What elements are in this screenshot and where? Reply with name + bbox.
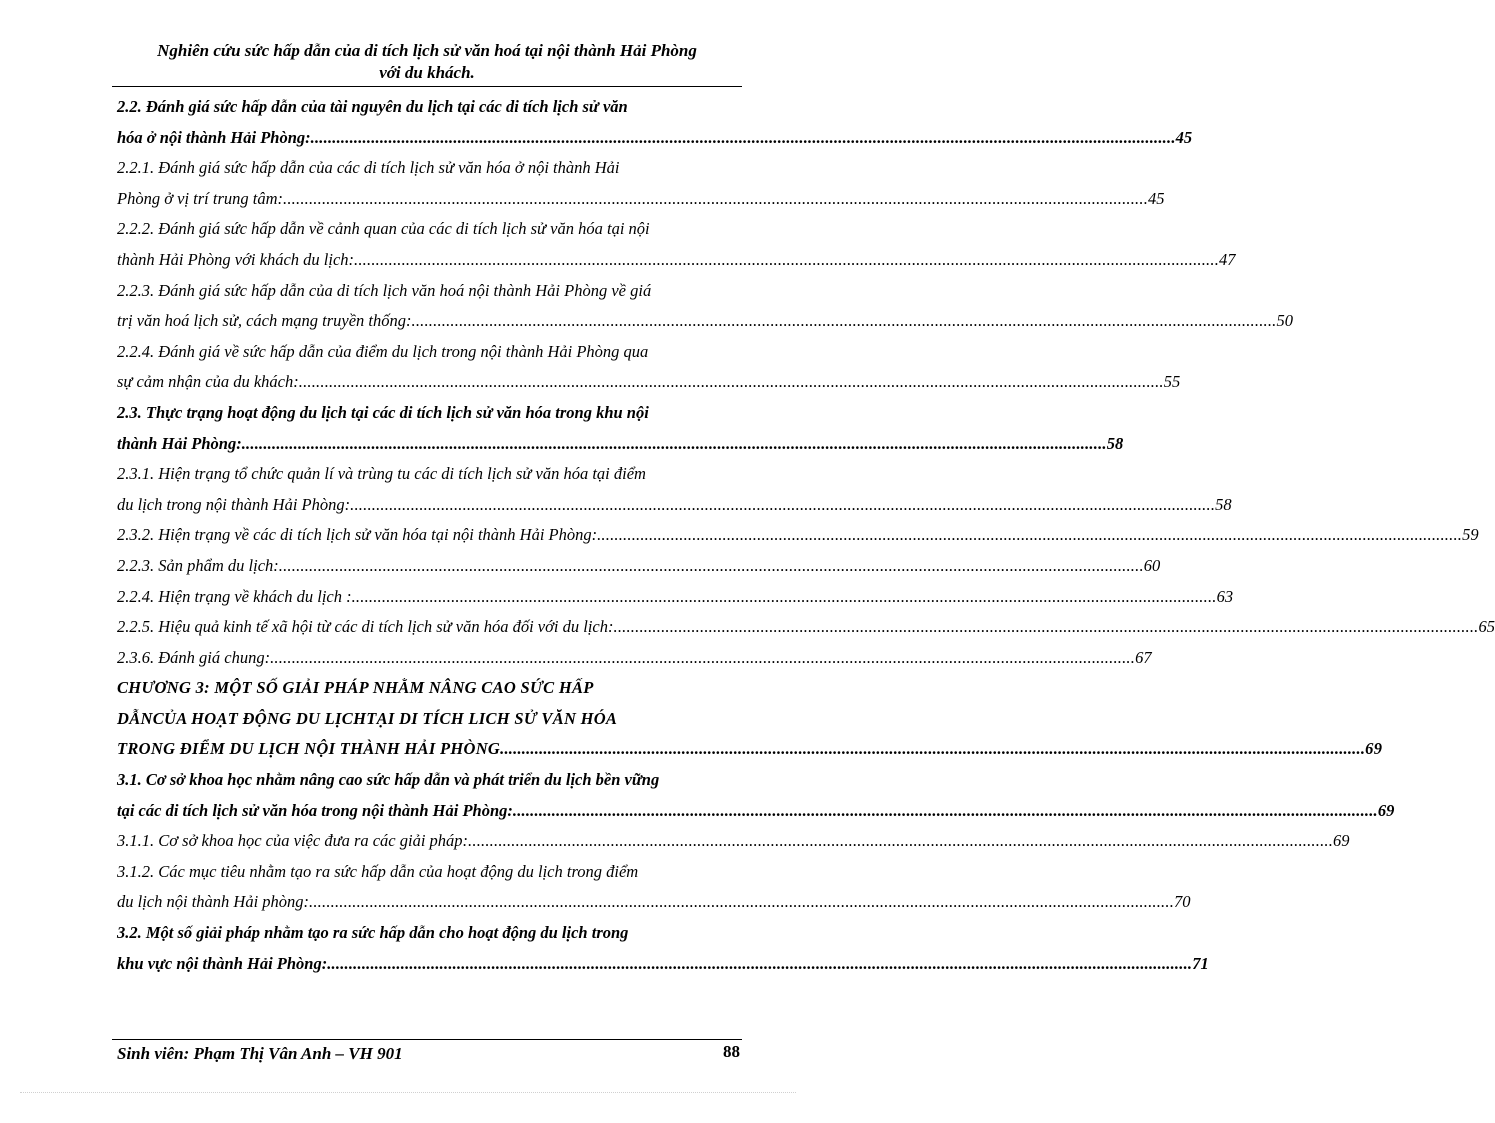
toc-dot-leader: ........................................................................................................................................................................................................ [310,127,1176,147]
toc-entry-last-line [117,826,1350,857]
footer-author: Sinh viên: Phạm Thị Vân Anh – VH 901 [117,1044,403,1063]
toc-entry-title: 2.3.2. Hiện trạng về các di tích lịch sử văn hóa tại nội thành Hải Phòng: [117,525,598,545]
toc-page-number: 50 [1276,311,1293,331]
toc-entry [117,918,1209,979]
toc-entry-last-line [117,643,1152,674]
toc-entry-line: DẪNCỦA HOẠT ĐỘNG DU LỊCHTẠI DI TÍCH LICH SỬ VĂN HÓA [117,708,618,728]
toc-entry-title: tại các di tích lịch sử văn hóa trong nội thành Hải Phòng: [117,800,513,820]
toc-page-number: 45 [1148,188,1165,208]
toc-dot-leader: ........................................................................................................................................................................................................ [327,953,1193,973]
toc-page-number: 59 [1462,525,1479,545]
toc-entry-last-line [117,123,1193,154]
toc-page-number: 67 [1135,647,1152,667]
toc-dot-leader: ........................................................................................................................................................................................................ [283,188,1149,208]
header-line-1: Nghiên cứu sức hấp dẫn của di tích lịch sử văn hoá tại nội thành Hải Phòng [157,41,697,60]
toc-entry-title: sự cảm nhận của du khách: [117,372,299,392]
toc-entry-last-line [117,520,1479,551]
toc-entry [117,551,1161,582]
toc-page-number: 65 [1478,617,1495,637]
toc-page-number: 69 [1377,800,1395,820]
toc-entry-last-line [117,734,1383,765]
toc-entry [117,765,1395,826]
toc-entry-title: 3.1.1. Cơ sở khoa học của việc đưa ra các giải pháp: [117,831,469,851]
toc-entry-title: 2.2.4. Hiện trạng về khách du lịch : [117,586,352,606]
toc-entry [117,153,1165,214]
toc-entry [117,643,1152,674]
toc-entry [117,214,1236,275]
toc-entry [117,520,1479,551]
toc-entry-last-line [117,306,1293,337]
toc-page-number: 60 [1143,555,1161,575]
toc-page-number: 55 [1163,372,1181,392]
toc-page-number: 70 [1174,892,1191,912]
toc-entry [117,612,1495,643]
toc-page-number: 69 [1365,739,1383,759]
toc-dot-leader: ........................................................................................................................................................................................................ [298,372,1164,392]
toc-entry-last-line [117,184,1165,215]
toc-entry-title: Phòng ở vị trí trung tâm: [117,188,284,208]
toc-entry-title: 2.3.6. Đánh giá chung: [117,647,271,667]
toc-entry-title: hóa ở nội thành Hải Phòng: [117,127,311,147]
toc-entry-last-line [117,796,1395,827]
toc-entry-line: 2.2. Đánh giá sức hấp dẫn của tài nguyên du lịch tại các di tích lịch sử văn [117,97,628,116]
toc-entry-title: 2.2.3. Sản phẩm du lịch: [117,555,279,575]
toc-entry-line: 3.1. Cơ sở khoa học nhằm nâng cao sức hấp dẫn và phát triển du lịch bền vững [117,770,660,790]
toc-entry-line: 3.2. Một số giải pháp nhằm tạo ra sức hấp dẫn cho hoạt động du lịch trong [117,923,629,943]
toc-entry-last-line [117,582,1234,613]
toc-entry [117,92,1193,153]
toc-entry [117,826,1350,857]
toc-entry-line: 2.2.1. Đánh giá sức hấp dẫn của các di tích lịch sử văn hóa ở nội thành Hải [117,158,620,178]
toc-entry-last-line [117,887,1191,918]
toc-entry [117,673,1383,765]
toc-entry-title: thành Hải Phòng: [117,433,242,453]
toc-dot-leader: ........................................................................................................................................................................................................ [411,311,1277,331]
toc-entry-last-line [117,612,1495,643]
table-of-contents [117,92,1495,979]
toc-dot-leader: ........................................................................................................................................................................................................ [350,494,1216,514]
toc-dot-leader: ........................................................................................................................................................................................................ [351,586,1217,606]
page-bottom-border [20,1092,796,1093]
header-line-2: với du khách. [379,63,475,82]
toc-entry-title: khu vực nội thành Hải Phòng: [117,953,328,973]
toc-entry-last-line [117,245,1236,276]
toc-entry-line: CHƯƠNG 3: MỘT SỐ GIẢI PHÁP NHẰM NÂNG CAO SỨC HẤP [117,678,594,698]
toc-entry-line: 2.3. Thực trạng hoạt động du lịch tại các di tích lịch sử văn hóa trong khu nội [117,402,649,422]
toc-entry-title: 2.2.5. Hiệu quả kinh tế xã hội từ các di tích lịch sử văn hóa đối với du lịch: [117,617,614,637]
header-divider [112,86,742,87]
toc-dot-leader: ........................................................................................................................................................................................................ [354,249,1220,269]
toc-page-number: 71 [1192,953,1209,973]
toc-entry-title: thành Hải Phòng với khách du lịch: [117,249,355,269]
footer-page-number: 88 [723,1042,740,1061]
toc-entry-last-line [117,429,1124,460]
toc-entry-last-line [117,367,1181,398]
toc-entry-last-line [117,490,1232,521]
toc-dot-leader: ........................................................................................................................................................................................................ [597,525,1463,545]
toc-dot-leader: ........................................................................................................................................................................................................ [241,433,1107,453]
toc-page-number: 69 [1333,831,1350,851]
toc-entry [117,582,1234,613]
toc-entry-line: 3.1.2. Các mục tiêu nhằm tạo ra sức hấp dẫn của hoạt động du lịch trong điểm [117,861,639,881]
toc-entry-line: 2.3.1. Hiện trạng tổ chức quản lí và trùng tu các di tích lịch sử văn hóa tại điểm [117,464,646,484]
toc-dot-leader: ........................................................................................................................................................................................................ [613,617,1479,637]
toc-dot-leader: ........................................................................................................................................................................................................ [468,831,1334,851]
toc-entry [117,857,1191,918]
toc-entry [117,459,1232,520]
toc-entry-line: 2.2.4. Đánh giá về sức hấp dẫn của điểm du lịch trong nội thành Hải Phòng qua [117,341,649,361]
toc-entry-title: trị văn hoá lịch sử, cách mạng truyền thống: [117,311,412,331]
toc-entry [117,337,1181,398]
toc-dot-leader: ........................................................................................................................................................................................................ [500,739,1366,759]
toc-entry-line: 2.2.2. Đánh giá sức hấp dẫn về cảnh quan của các di tích lịch sử văn hóa tại nội [117,219,650,239]
toc-entry-title: TRONG ĐIỂM DU LỊCH NỘI THÀNH HẢI PHÒNG [117,739,501,759]
toc-dot-leader: ........................................................................................................................................................................................................ [309,892,1175,912]
toc-page-number: 63 [1216,586,1234,606]
toc-dot-leader: ........................................................................................................................................................................................................ [512,800,1378,820]
toc-page-number: 58 [1106,433,1124,453]
footer-divider [112,1039,742,1040]
toc-dot-leader: ........................................................................................................................................................................................................ [278,555,1144,575]
toc-entry-title: du lịch nội thành Hải phòng: [117,892,310,912]
running-header [112,40,742,84]
toc-entry-title: du lịch trong nội thành Hải Phòng: [117,494,351,514]
toc-entry [117,276,1293,337]
toc-page-number: 47 [1219,249,1236,269]
toc-entry [117,398,1124,459]
toc-page-number: 45 [1175,127,1193,147]
toc-entry-last-line [117,949,1209,980]
toc-entry-last-line [117,551,1161,582]
toc-entry-line: 2.2.3. Đánh giá sức hấp dẫn của di tích lịch văn hoá nội thành Hải Phòng về giá [117,280,652,300]
toc-page-number: 58 [1215,494,1232,514]
toc-dot-leader: ........................................................................................................................................................................................................ [270,647,1136,667]
